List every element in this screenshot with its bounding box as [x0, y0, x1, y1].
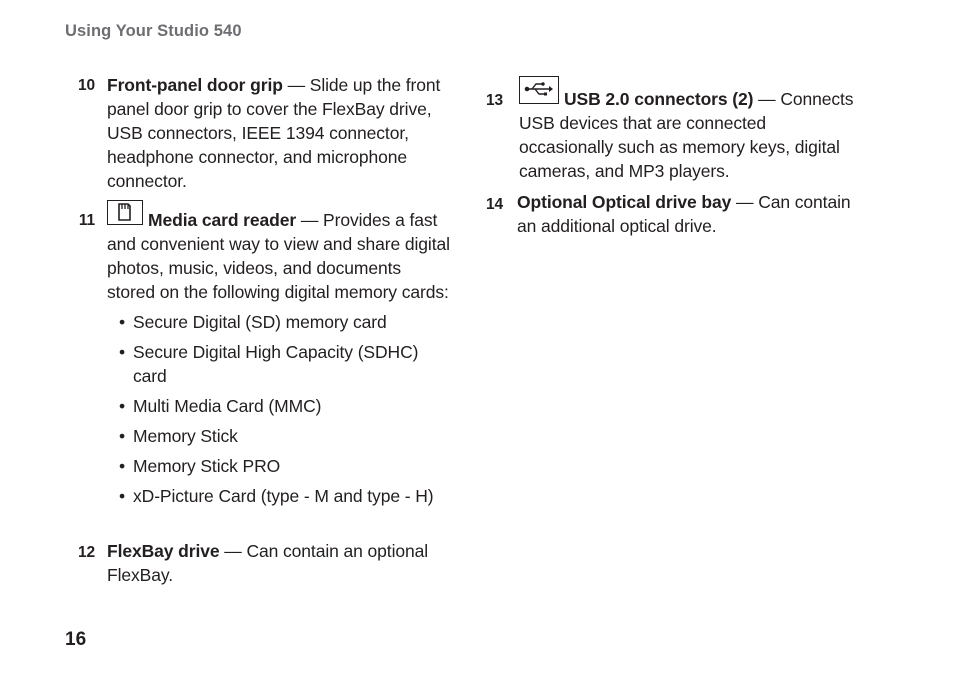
- item-term: USB 2.0 connectors (2): [564, 89, 754, 109]
- item-description: Provides a fast and convenient way to view and share digital photos, music, videos, and documents stored on the following digital memory cards:: [107, 210, 450, 302]
- item-text: [107, 73, 452, 193]
- item-dash: —: [282, 75, 310, 95]
- list-item: • Multi Media Card (MMC): [119, 396, 322, 416]
- item-dash: —: [296, 210, 324, 230]
- item-term: Front-panel door grip: [107, 75, 283, 95]
- item-number: 11: [78, 212, 95, 229]
- list-item: • xD-Picture Card (type - M and type - H): [119, 486, 434, 506]
- list-item: • Memory Stick: [119, 426, 238, 446]
- bullet-marker: •: [119, 426, 126, 446]
- memory-card-list: [107, 310, 452, 508]
- item-number: 14: [485, 196, 503, 213]
- page-number: 16: [65, 629, 87, 650]
- item-number: 13: [485, 92, 503, 109]
- item-text: [517, 190, 862, 238]
- memory-card-icon: [107, 200, 143, 225]
- item-description: Connects USB devices that are connected occasionally such as memory keys, digital cameras, and MP3 players.: [519, 89, 854, 181]
- item-dash: —: [219, 541, 247, 561]
- item-description: Can contain an optional FlexBay.: [107, 541, 429, 585]
- running-header: Using Your Studio 540: [65, 22, 242, 40]
- bullet-marker: •: [119, 456, 126, 476]
- bullet-marker: •: [119, 396, 126, 416]
- list-item: • Secure Digital High Capacity (SDHC) card: [119, 342, 419, 386]
- item-number: 12: [77, 544, 95, 561]
- item-text: [519, 87, 864, 183]
- item-dash: —: [753, 89, 781, 109]
- bullet-marker: •: [119, 342, 126, 362]
- bullet-marker: •: [119, 312, 126, 332]
- item-term: Media card reader: [148, 210, 297, 230]
- item-description: Slide up the front panel door grip to cover the FlexBay drive, USB connectors, IEEE 1394 connector, headphone connector, and microphone connector.: [107, 75, 441, 191]
- item-description: Can contain an additional optical drive.: [517, 192, 851, 236]
- item-text: [107, 539, 447, 587]
- item-text: [107, 208, 452, 508]
- item-term: Optional Optical drive bay: [517, 192, 732, 212]
- bullet-marker: •: [119, 486, 126, 506]
- list-item: • Memory Stick PRO: [119, 456, 281, 476]
- item-number: 10: [77, 77, 95, 94]
- item-term: FlexBay drive: [107, 541, 220, 561]
- usb-icon: [519, 76, 559, 104]
- item-dash: —: [731, 192, 759, 212]
- list-item: • Secure Digital (SD) memory card: [119, 312, 387, 332]
